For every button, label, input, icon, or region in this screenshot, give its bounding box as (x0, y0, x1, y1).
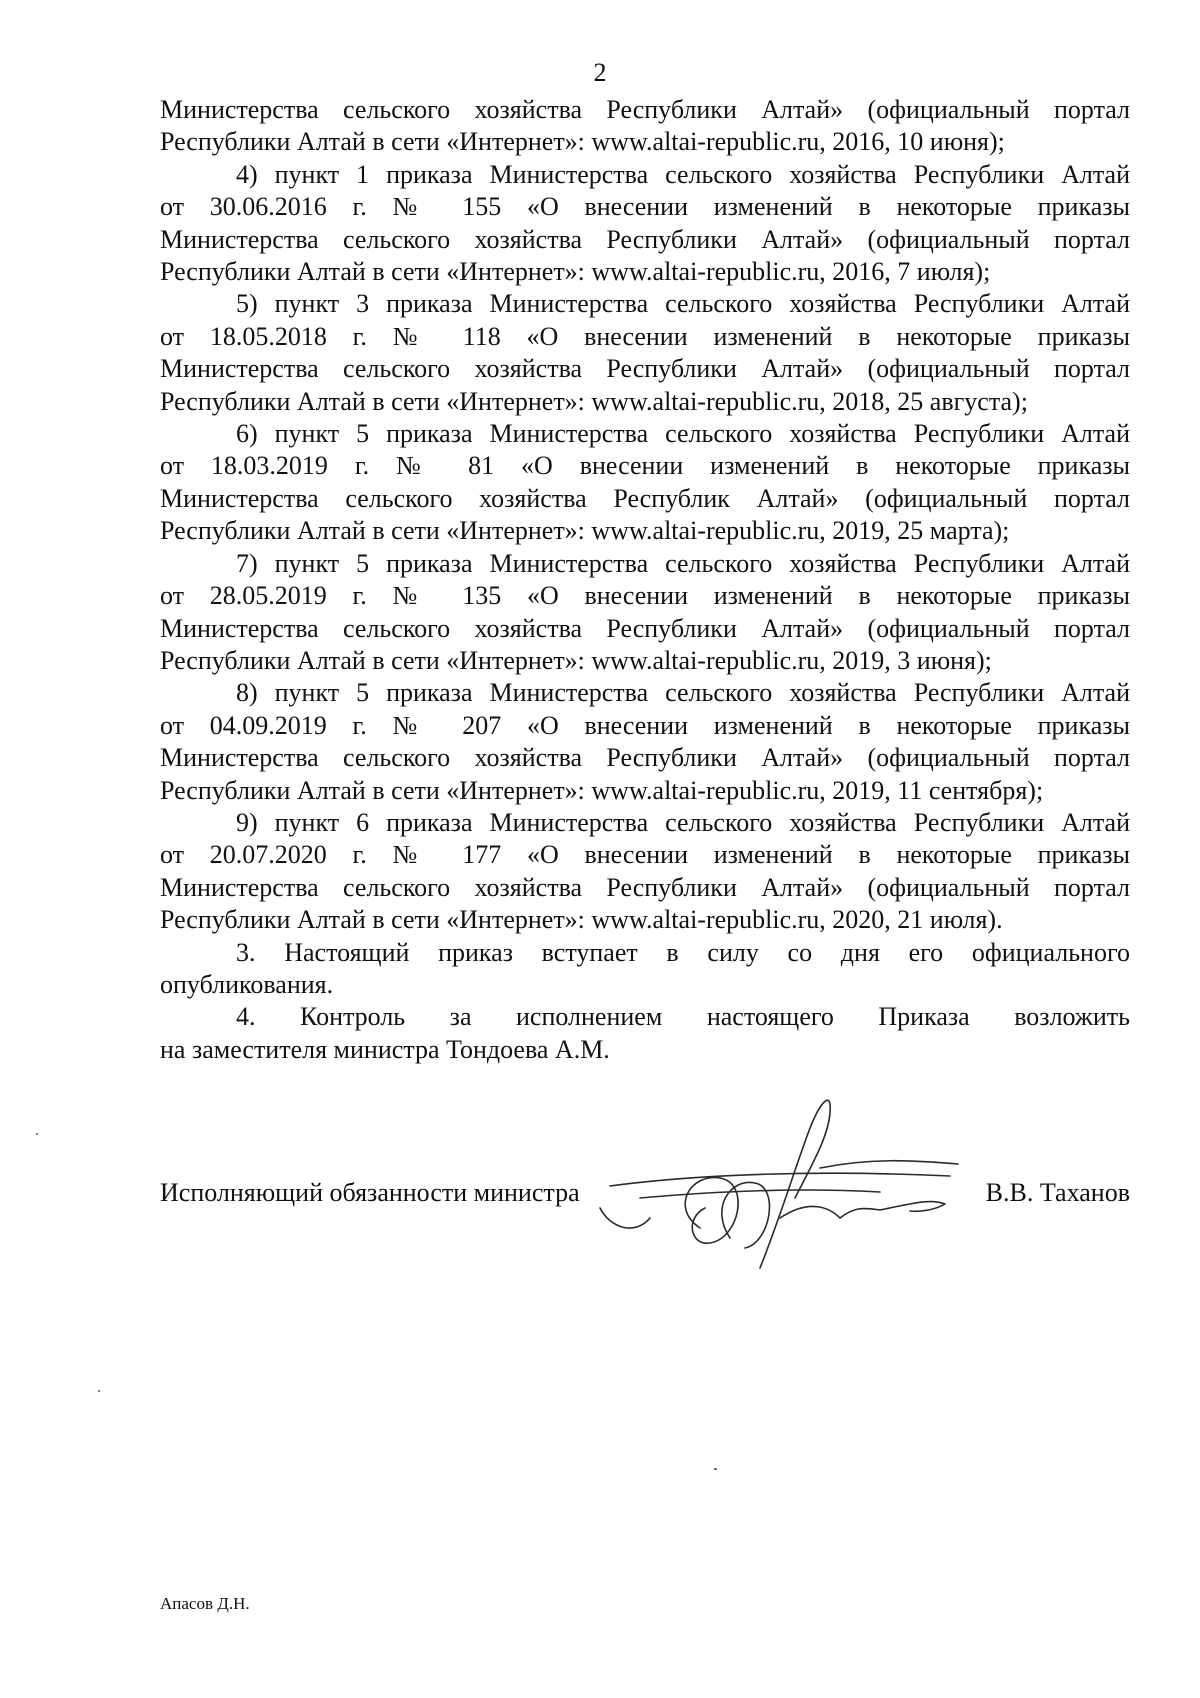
text-line: от 18.05.2018 г. № 118 «О внесении изменений в некоторые приказы (160, 321, 1130, 351)
text-line: от 28.05.2019 г. № 135 «О внесении изменений в некоторые приказы (160, 581, 1130, 611)
order-body-text (160, 94, 1130, 1066)
text-line: 3. Настоящий приказ вступает в силу со дня его официального (236, 937, 1130, 967)
scan-speck (36, 1133, 38, 1135)
text-line: от 18.03.2019 г. № 81 «О внесении изменений в некоторые приказы (160, 451, 1130, 481)
text-line: Республики Алтай в сети «Интернет»: www.altai-republic.ru, 2018, 25 августа); (160, 386, 1028, 416)
text-line: 9) пункт 6 приказа Министерства сельского хозяйства Республики Алтай (236, 807, 1130, 837)
handwritten-signature (580, 1078, 960, 1278)
text-line: 8) пункт 5 приказа Министерства сельского хозяйства Республики Алтай (236, 678, 1130, 708)
text-line: 6) пункт 5 приказа Министерства сельского хозяйства Республики Алтай (236, 419, 1130, 449)
text-line: от 30.06.2016 г. № 155 «О внесении изменений в некоторые приказы (160, 192, 1130, 222)
text-line: Республики Алтай в сети «Интернет»: www.altai-republic.ru, 2016, 7 июля); (160, 257, 991, 287)
text-line: Министерства сельского хозяйства Республики Алтай» (официальный портал (160, 613, 1130, 643)
text-line: Министерства сельского хозяйства Республики Алтай» (официальный портал (160, 743, 1130, 773)
text-line: Республики Алтай в сети «Интернет»: www.altai-republic.ru, 2019, 25 марта); (160, 516, 1010, 546)
text-line: Министерства сельского хозяйства Республики Алтай» (официальный портал (160, 872, 1130, 902)
scan-speck (98, 1390, 100, 1392)
text-line: Министерства сельского хозяйства Республик Алтай» (официальный портал (160, 483, 1130, 513)
text-line: 4. Контроль за исполнением настоящего Приказа возложить (236, 1002, 1130, 1032)
text-line: на заместителя министра Тондоева А.М. (160, 1034, 610, 1064)
text-line: Республики Алтай в сети «Интернет»: www.altai-republic.ru, 2019, 11 сентября); (160, 775, 1044, 805)
text-line: опубликования. (160, 969, 334, 999)
text-line: Министерства сельского хозяйства Республики Алтай» (официальный портал (160, 95, 1130, 124)
text-line: от 04.09.2019 г. № 207 «О внесении изменений в некоторые приказы (160, 710, 1130, 740)
text-line: 5) пункт 3 приказа Министерства сельского хозяйства Республики Алтай (236, 289, 1130, 319)
text-line: Республики Алтай в сети «Интернет»: www.altai-republic.ru, 2016, 10 июня); (160, 127, 1005, 157)
text-line: Министерства сельского хозяйства Республики Алтай» (официальный портал (160, 224, 1130, 254)
page-number: 2 (593, 58, 607, 87)
text-line: Республики Алтай в сети «Интернет»: www.altai-republic.ru, 2019, 3 июня); (160, 645, 992, 675)
signer-name: В.В. Таханов (985, 1178, 1130, 1207)
text-line: 4) пункт 1 приказа Министерства сельского хозяйства Республики Алтай (236, 159, 1130, 189)
text-line: от 20.07.2020 г. № 177 «О внесении изменений в некоторые приказы (160, 840, 1130, 870)
executor-name: Апасов Д.Н. (160, 1594, 250, 1613)
text-line: Министерства сельского хозяйства Республики Алтай» (официальный портал (160, 354, 1130, 384)
scan-speck (714, 1468, 717, 1470)
text-line: Республики Алтай в сети «Интернет»: www.altai-republic.ru, 2020, 21 июля). (160, 905, 1003, 935)
text-line: 7) пункт 5 приказа Министерства сельского хозяйства Республики Алтай (236, 548, 1130, 578)
signer-title: Исполняющий обязанности министра (160, 1178, 580, 1207)
